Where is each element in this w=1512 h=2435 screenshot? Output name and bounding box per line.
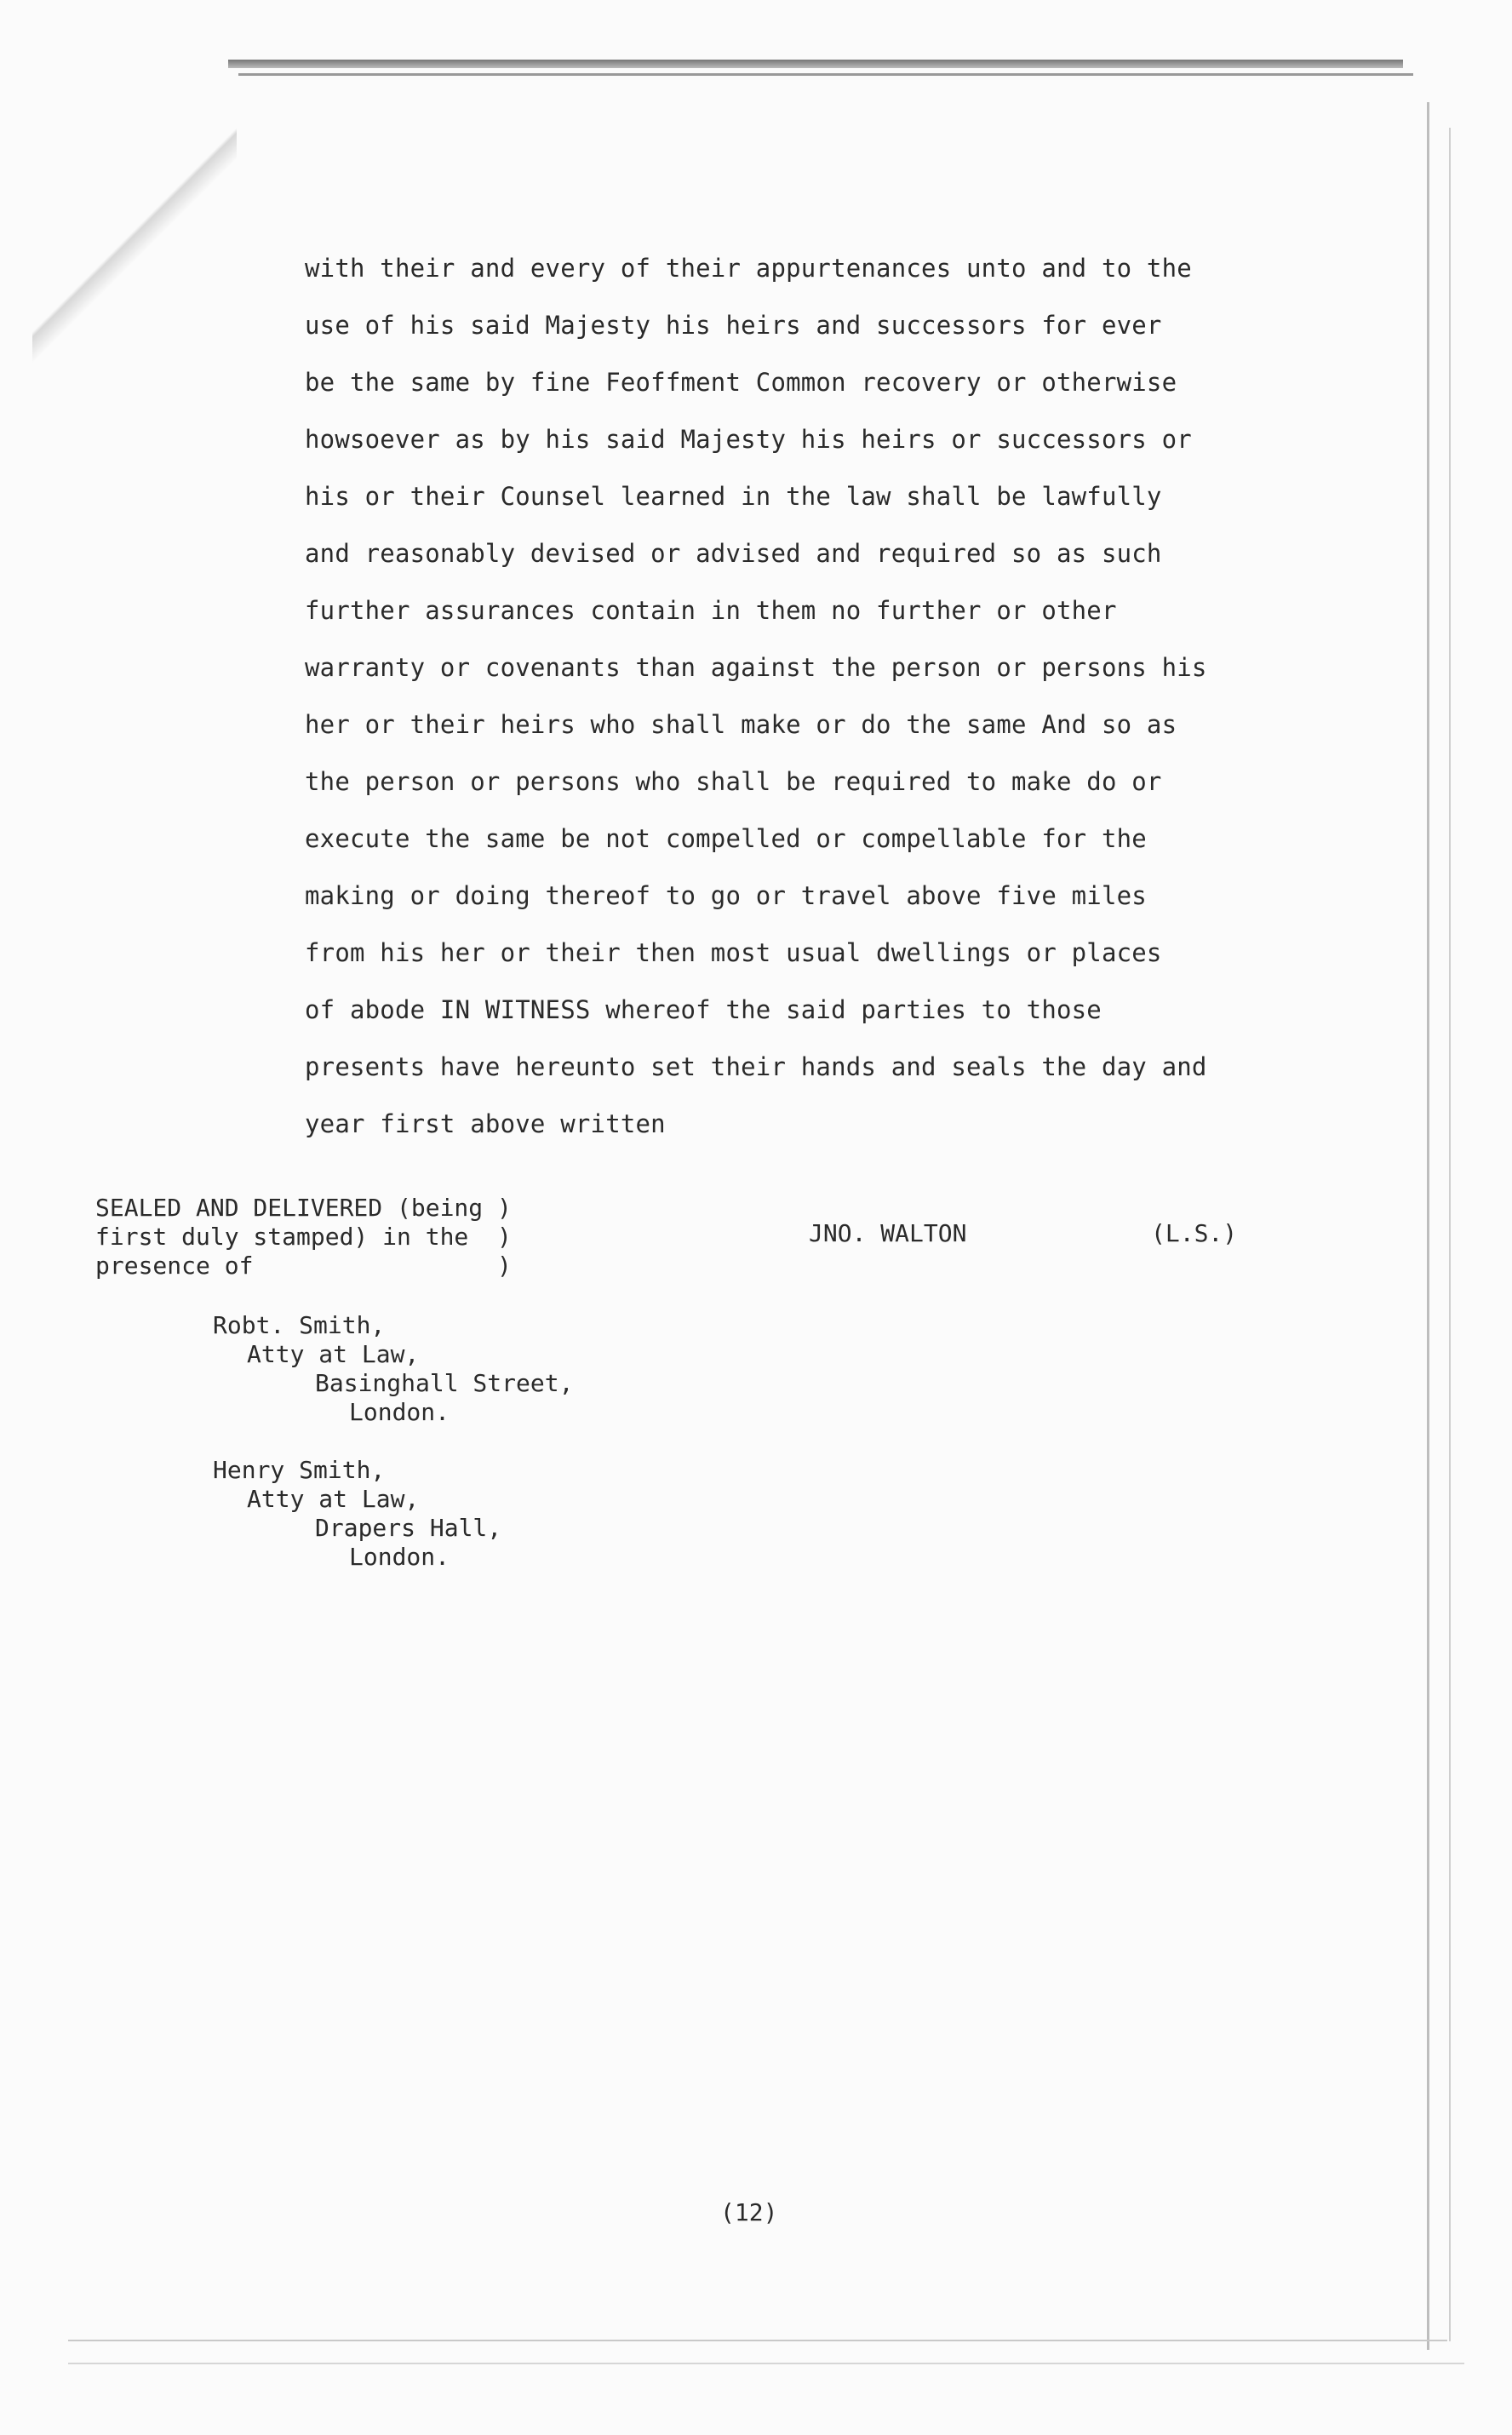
body-line: presents have hereunto set their hands and seals the day and: [305, 1052, 1207, 1081]
page-edge-top-inner: [238, 73, 1413, 76]
deed-body-text: [305, 240, 1360, 1153]
body-line: with their and every of their appurtenances unto and to the: [305, 254, 1192, 283]
witness-city: London.: [349, 1398, 450, 1426]
witness-block: [213, 1456, 501, 1572]
body-line: and reasonably devised or advised and required so as such: [305, 539, 1162, 568]
witness-address: Drapers Hall,: [315, 1514, 502, 1542]
body-line: howsoever as by his said Majesty his heirs or successors or: [305, 425, 1192, 454]
body-line: year first above written: [305, 1109, 666, 1138]
witness-name: Henry Smith,: [213, 1456, 386, 1484]
attestation-line: SEALED AND DELIVERED (being ): [95, 1194, 512, 1222]
witness-address: Basinghall Street,: [315, 1369, 574, 1397]
body-line: the person or persons who shall be required to make do or: [305, 767, 1162, 796]
page-edge-right-outer: [1449, 128, 1451, 2341]
page-edge-bottom-outer: [68, 2363, 1464, 2364]
witness-title: Atty at Law,: [247, 1340, 420, 1368]
body-line: his or their Counsel learned in the law shall be lawfully: [305, 482, 1162, 511]
page-edge-top: [228, 60, 1403, 68]
body-line: further assurances contain in them no further or other: [305, 596, 1117, 625]
witness-name: Robt. Smith,: [213, 1311, 386, 1339]
page-number: (12): [720, 2198, 778, 2226]
body-line: of abode IN WITNESS whereof the said parties to those: [305, 995, 1102, 1024]
body-line: from his her or their then most usual dwellings or places: [305, 938, 1162, 967]
body-line: use of his said Majesty his heirs and successors for ever: [305, 311, 1162, 340]
attestation-line: first duly stamped) in the ): [95, 1223, 512, 1251]
body-line: warranty or covenants than against the person or persons his: [305, 653, 1207, 682]
body-line: making or doing thereof to go or travel above five miles: [305, 881, 1147, 910]
witness-city: London.: [349, 1543, 450, 1571]
body-line: execute the same be not compelled or compellable for the: [305, 824, 1147, 853]
attestation-clause: [95, 1194, 512, 1281]
witness-title: Atty at Law,: [247, 1485, 420, 1513]
page-edge-right: [1427, 102, 1429, 2350]
body-line: be the same by fine Feoffment Common recovery or otherwise: [305, 368, 1177, 397]
page-edge-bottom: [68, 2340, 1447, 2341]
seal-mark: (L.S.): [1151, 1219, 1238, 1247]
body-line: her or their heirs who shall make or do the same And so as: [305, 710, 1177, 739]
attestation-line: presence of ): [95, 1252, 512, 1280]
folded-corner: [32, 68, 237, 392]
signatory-name: JNO. WALTON: [809, 1219, 967, 1247]
witness-block: [213, 1311, 573, 1427]
